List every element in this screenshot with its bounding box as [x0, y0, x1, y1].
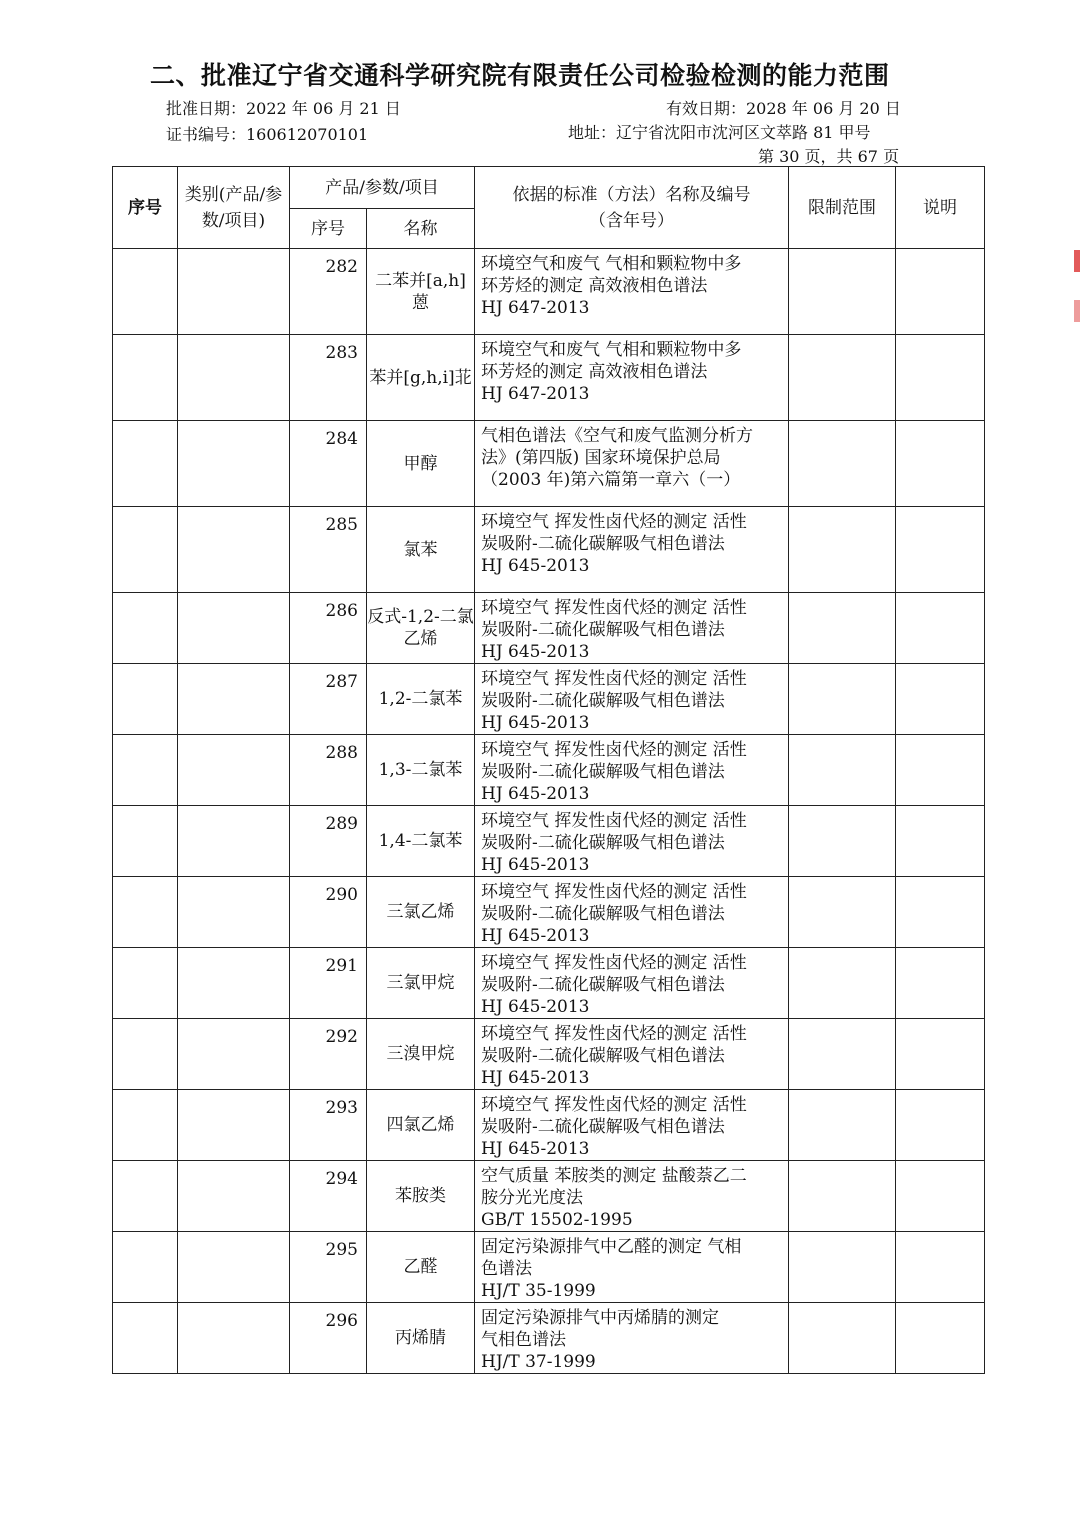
item-standard — [475, 1161, 789, 1232]
standard-line: HJ/T 35-1999 — [481, 1281, 596, 1301]
item-standard — [475, 806, 789, 877]
certificate-number: 证书编号：160612070101 — [166, 125, 369, 144]
standard-line: 环境空气 挥发性卤代烃的测定 活性 — [481, 1095, 747, 1115]
item-name: 三溴甲烷 — [367, 1019, 475, 1090]
row-seq-cell — [113, 1303, 178, 1374]
item-number: 283 — [290, 335, 367, 421]
standard-line: 炭吸附-二硫化碳解吸气相色谱法 — [481, 620, 725, 640]
table-row — [113, 1090, 985, 1161]
item-number: 287 — [290, 664, 367, 735]
item-note — [896, 806, 985, 877]
item-standard — [475, 948, 789, 1019]
table-row — [113, 735, 985, 806]
header-product-group: 产品/参数/项目 — [290, 167, 475, 209]
standard-line: 空气质量 苯胺类的测定 盐酸萘乙二 — [481, 1166, 747, 1186]
item-note — [896, 1161, 985, 1232]
row-category-cell — [178, 249, 290, 335]
item-standard — [475, 1303, 789, 1374]
row-category-cell — [178, 1303, 290, 1374]
standard-line: 环境空气 挥发性卤代烃的测定 活性 — [481, 811, 747, 831]
row-category-cell — [178, 1232, 290, 1303]
standard-line: HJ 645-2013 — [481, 784, 590, 804]
row-seq-cell — [113, 1090, 178, 1161]
row-category-cell — [178, 806, 290, 877]
standard-line: HJ 647-2013 — [481, 298, 590, 318]
standard-line: 炭吸附-二硫化碳解吸气相色谱法 — [481, 691, 725, 711]
table-row — [113, 507, 985, 593]
table-row — [113, 1303, 985, 1374]
standard-line: 固定污染源排气中丙烯腈的测定 — [481, 1308, 719, 1328]
item-number: 286 — [290, 593, 367, 664]
item-standard — [475, 507, 789, 593]
item-limit — [789, 1019, 896, 1090]
item-note — [896, 1019, 985, 1090]
standard-line: HJ 645-2013 — [481, 713, 590, 733]
item-standard — [475, 1019, 789, 1090]
standard-line: 胺分光光度法 — [481, 1188, 583, 1208]
standard-line: 环芳烃的测定 高效液相色谱法 — [481, 362, 708, 382]
standard-line: 环境空气 挥发性卤代烃的测定 活性 — [481, 953, 747, 973]
row-category-cell — [178, 664, 290, 735]
item-note — [896, 593, 985, 664]
capability-scope-table — [112, 166, 985, 1374]
standard-line: HJ 645-2013 — [481, 997, 590, 1017]
standard-line: 色谱法 — [481, 1259, 532, 1279]
table-row — [113, 1019, 985, 1090]
item-name: 苯并[g,h,i]苝 — [367, 335, 475, 421]
item-standard — [475, 249, 789, 335]
row-seq-cell — [113, 1232, 178, 1303]
item-note — [896, 948, 985, 1019]
item-standard — [475, 1090, 789, 1161]
item-note — [896, 1090, 985, 1161]
item-note — [896, 664, 985, 735]
item-standard — [475, 421, 789, 507]
item-name: 苯胺类 — [367, 1161, 475, 1232]
header-seq: 序号 — [113, 167, 178, 249]
standard-line: 炭吸附-二硫化碳解吸气相色谱法 — [481, 1117, 725, 1137]
table-row — [113, 877, 985, 948]
item-limit — [789, 1090, 896, 1161]
item-limit — [789, 249, 896, 335]
item-limit — [789, 877, 896, 948]
header-sub-seq: 序号 — [290, 209, 367, 249]
standard-line: HJ 647-2013 — [481, 384, 590, 404]
item-name: 丙烯腈 — [367, 1303, 475, 1374]
header-category: 类别(产品/参数/项目) — [178, 167, 290, 249]
standard-line: 环境空气和废气 气相和颗粒物中多 — [481, 254, 742, 274]
standard-line: 气相色谱法《空气和废气监测分析方 — [481, 426, 753, 446]
item-number: 294 — [290, 1161, 367, 1232]
standard-line: 炭吸附-二硫化碳解吸气相色谱法 — [481, 1046, 725, 1066]
table-row — [113, 664, 985, 735]
item-name: 四氯乙烯 — [367, 1090, 475, 1161]
standard-line: 炭吸附-二硫化碳解吸气相色谱法 — [481, 904, 725, 924]
item-note — [896, 735, 985, 806]
standard-line: 炭吸附-二硫化碳解吸气相色谱法 — [481, 975, 725, 995]
row-seq-cell — [113, 507, 178, 593]
row-category-cell — [178, 948, 290, 1019]
item-limit — [789, 806, 896, 877]
row-seq-cell — [113, 1161, 178, 1232]
item-limit — [789, 664, 896, 735]
table-row — [113, 806, 985, 877]
item-name: 1,4-二氯苯 — [367, 806, 475, 877]
row-seq-cell — [113, 735, 178, 806]
standard-line: 法》(第四版) 国家环境保护总局 — [481, 448, 721, 468]
table-row — [113, 249, 985, 335]
item-standard — [475, 877, 789, 948]
item-number: 285 — [290, 507, 367, 593]
row-category-cell — [178, 1019, 290, 1090]
item-number: 290 — [290, 877, 367, 948]
item-number: 293 — [290, 1090, 367, 1161]
row-category-cell — [178, 877, 290, 948]
row-seq-cell — [113, 421, 178, 507]
standard-line: HJ/T 37-1999 — [481, 1352, 596, 1372]
row-category-cell — [178, 1090, 290, 1161]
item-standard — [475, 664, 789, 735]
address: 地址：辽宁省沈阳市沈河区文萃路 81 甲号 — [568, 123, 871, 142]
item-limit — [789, 735, 896, 806]
item-standard — [475, 593, 789, 664]
row-category-cell — [178, 593, 290, 664]
row-seq-cell — [113, 1019, 178, 1090]
table-row — [113, 335, 985, 421]
item-name: 乙醛 — [367, 1232, 475, 1303]
row-seq-cell — [113, 877, 178, 948]
item-note — [896, 1303, 985, 1374]
standard-line: 气相色谱法 — [481, 1330, 566, 1350]
row-seq-cell — [113, 249, 178, 335]
item-note — [896, 335, 985, 421]
row-category-cell — [178, 507, 290, 593]
standard-line: 环境空气 挥发性卤代烃的测定 活性 — [481, 882, 747, 902]
row-category-cell — [178, 1161, 290, 1232]
item-name: 甲醇 — [367, 421, 475, 507]
item-name: 二苯并[a,h]蒽 — [367, 249, 475, 335]
header-note: 说明 — [896, 167, 985, 249]
valid-date: 有效日期：2028 年 06 月 20 日 — [666, 99, 901, 118]
item-name: 1,3-二氯苯 — [367, 735, 475, 806]
row-seq-cell — [113, 335, 178, 421]
standard-line: 环境空气和废气 气相和颗粒物中多 — [481, 340, 742, 360]
document-title: 二、批准辽宁省交通科学研究院有限责任公司检验检测的能力范围 — [150, 61, 890, 90]
item-note — [896, 507, 985, 593]
table-row — [113, 1232, 985, 1303]
item-standard — [475, 735, 789, 806]
header-sub-name: 名称 — [367, 209, 475, 249]
standard-line: 炭吸附-二硫化碳解吸气相色谱法 — [481, 762, 725, 782]
item-limit — [789, 1232, 896, 1303]
item-note — [896, 1232, 985, 1303]
item-limit — [789, 335, 896, 421]
item-limit — [789, 593, 896, 664]
item-name: 三氯乙烯 — [367, 877, 475, 948]
approval-date: 批准日期：2022 年 06 月 21 日 — [166, 99, 401, 118]
item-name: 反式-1,2-二氯乙烯 — [367, 593, 475, 664]
item-limit — [789, 421, 896, 507]
item-note — [896, 877, 985, 948]
edge-color-mark — [1074, 300, 1080, 322]
standard-line: 环境空气 挥发性卤代烃的测定 活性 — [481, 669, 747, 689]
header-limit: 限制范围 — [789, 167, 896, 249]
standard-line: 固定污染源排气中乙醛的测定 气相 — [481, 1237, 742, 1257]
standard-line: （2003 年)第六篇第一章六（一） — [481, 470, 741, 490]
standard-line: 环芳烃的测定 高效液相色谱法 — [481, 276, 708, 296]
standard-line: 环境空气 挥发性卤代烃的测定 活性 — [481, 512, 747, 532]
standard-line: HJ 645-2013 — [481, 1068, 590, 1088]
item-number: 282 — [290, 249, 367, 335]
item-number: 291 — [290, 948, 367, 1019]
standard-line: HJ 645-2013 — [481, 855, 590, 875]
standard-line: GB/T 15502-1995 — [481, 1210, 633, 1230]
item-standard — [475, 335, 789, 421]
item-limit — [789, 507, 896, 593]
item-limit — [789, 1303, 896, 1374]
table-row — [113, 948, 985, 1019]
row-category-cell — [178, 335, 290, 421]
standard-line: HJ 645-2013 — [481, 642, 590, 662]
row-category-cell — [178, 735, 290, 806]
item-name: 氯苯 — [367, 507, 475, 593]
standard-line: HJ 645-2013 — [481, 556, 590, 576]
row-category-cell — [178, 421, 290, 507]
item-number: 284 — [290, 421, 367, 507]
header-standard: 依据的标准（方法）名称及编号（含年号） — [475, 167, 789, 249]
row-seq-cell — [113, 664, 178, 735]
standard-line: 环境空气 挥发性卤代烃的测定 活性 — [481, 598, 747, 618]
row-seq-cell — [113, 948, 178, 1019]
item-number: 288 — [290, 735, 367, 806]
item-standard — [475, 1232, 789, 1303]
table-row — [113, 593, 985, 664]
edge-color-mark — [1074, 250, 1080, 272]
item-note — [896, 249, 985, 335]
item-name: 1,2-二氯苯 — [367, 664, 475, 735]
row-seq-cell — [113, 806, 178, 877]
standard-line: 环境空气 挥发性卤代烃的测定 活性 — [481, 1024, 747, 1044]
standard-line: HJ 645-2013 — [481, 1139, 590, 1159]
table-row — [113, 1161, 985, 1232]
standard-line: HJ 645-2013 — [481, 926, 590, 946]
item-number: 292 — [290, 1019, 367, 1090]
item-limit — [789, 1161, 896, 1232]
item-note — [896, 421, 985, 507]
item-name: 三氯甲烷 — [367, 948, 475, 1019]
item-number: 296 — [290, 1303, 367, 1374]
standard-line: 炭吸附-二硫化碳解吸气相色谱法 — [481, 534, 725, 554]
item-number: 289 — [290, 806, 367, 877]
standard-line: 环境空气 挥发性卤代烃的测定 活性 — [481, 740, 747, 760]
item-limit — [789, 948, 896, 1019]
item-number: 295 — [290, 1232, 367, 1303]
standard-line: 炭吸附-二硫化碳解吸气相色谱法 — [481, 833, 725, 853]
row-seq-cell — [113, 593, 178, 664]
page-info: 第 30 页，共 67 页 — [758, 147, 900, 166]
table-row — [113, 421, 985, 507]
